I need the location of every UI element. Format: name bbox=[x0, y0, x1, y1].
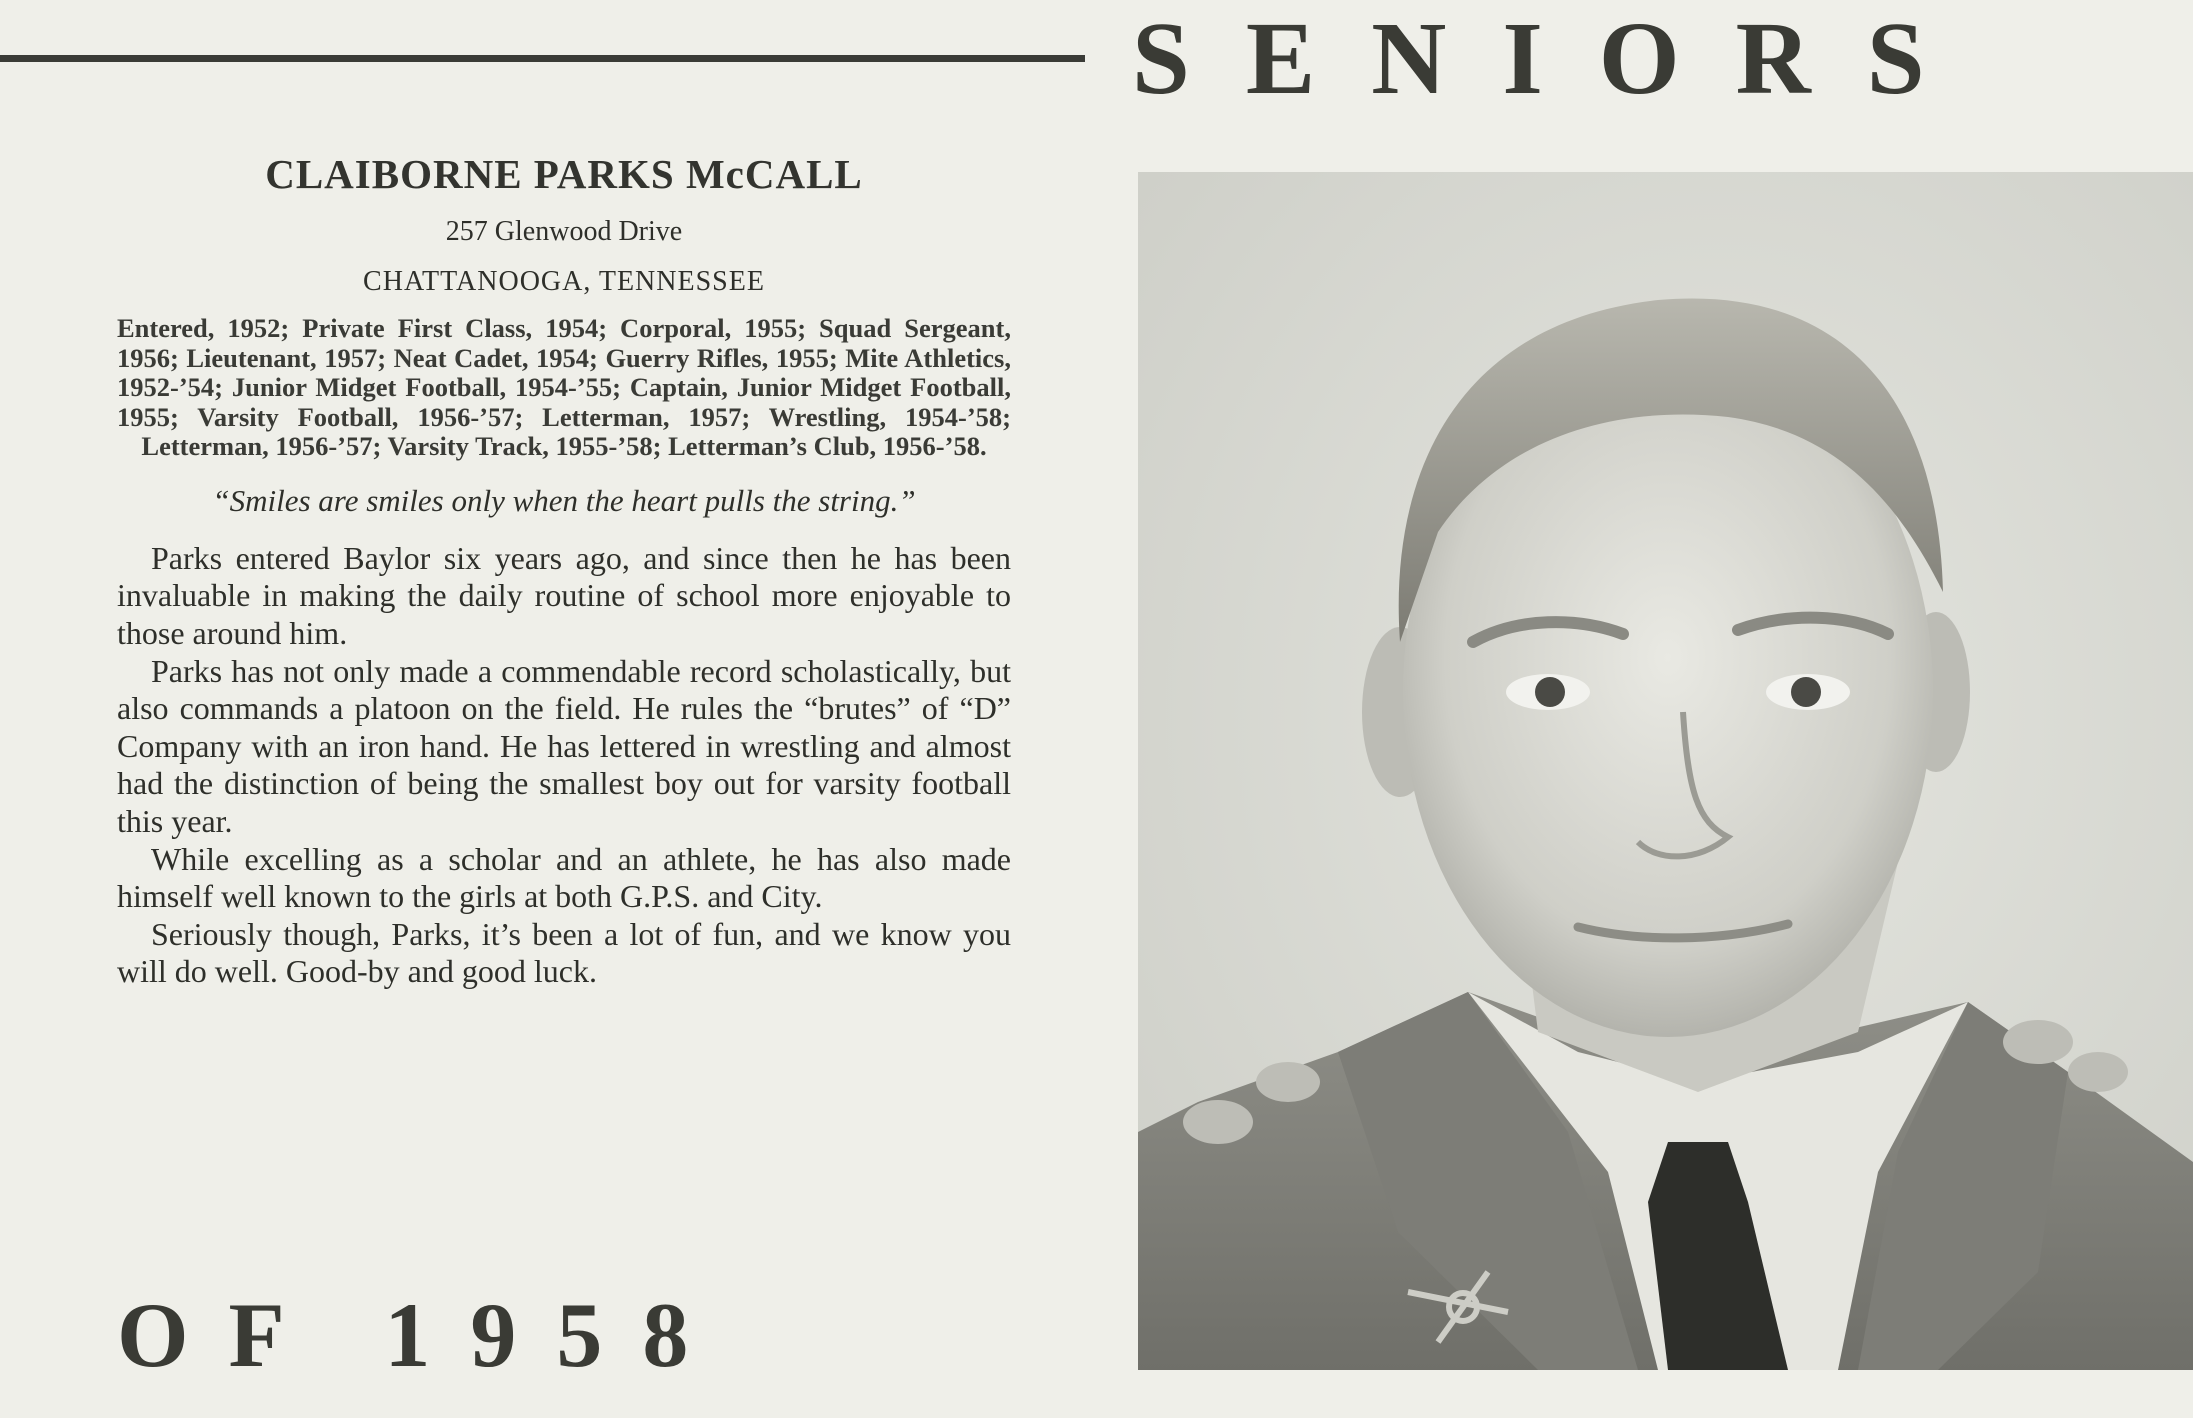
senior-name: CLAIBORNE PARKS McCALL bbox=[265, 151, 863, 197]
bio-paragraph: Seriously though, Parks, it’s been a lot of fun, and we know you will do well. Good-by and good luck. bbox=[117, 915, 1011, 990]
senior-biography bbox=[117, 540, 1011, 991]
bio-paragraph: Parks entered Baylor six years ago, and since then he has been invaluable in making the daily routine of school more enjoyable to those around him. bbox=[117, 539, 1011, 652]
senior-address: 257 Glenwood Drive bbox=[445, 216, 683, 248]
activities-record: Entered, 1952; Private First Class, 1954; Corporal, 1955; Squad Sergeant, 1956; Lieutenant, 1957; Neat Cadet, 1954; Guerry Rifles, 1955; Mite Athletics, 1952-’54; Junior Midget Football, 1954-’55; Captain, Junior Midget Football, 1955; Varsity Football, 1956-’57; Letterman, 1957; Wrestling, 1954-’58; Letterman, 1956-’57; Varsity Track, 1955-’58; Letterman’s Club, 1956-’58. bbox=[117, 313, 1011, 462]
header-rule bbox=[0, 55, 1085, 62]
seniors-heading: SENIORS bbox=[1132, 1, 1981, 116]
senior-entry bbox=[117, 150, 1011, 991]
bio-paragraph: Parks has not only made a commendable record scholastically, but also commands a platoon on the field. He rules the “brutes” of “D” Company with an iron hand. He has lettered in wrestling and almost had the distinction of being the smallest boy out for varsity football this year. bbox=[117, 652, 1011, 840]
senior-quote: “Smiles are smiles only when the heart pulls the string.” bbox=[212, 482, 916, 518]
class-year-heading: OF 1958 bbox=[117, 1284, 729, 1386]
senior-portrait-photo bbox=[1138, 172, 2193, 1370]
bio-paragraph: While excelling as a scholar and an athlete, he has also made himself well known to the girls at both G.P.S. and City. bbox=[117, 840, 1011, 915]
senior-city: CHATTANOOGA, TENNESSEE bbox=[363, 265, 765, 297]
